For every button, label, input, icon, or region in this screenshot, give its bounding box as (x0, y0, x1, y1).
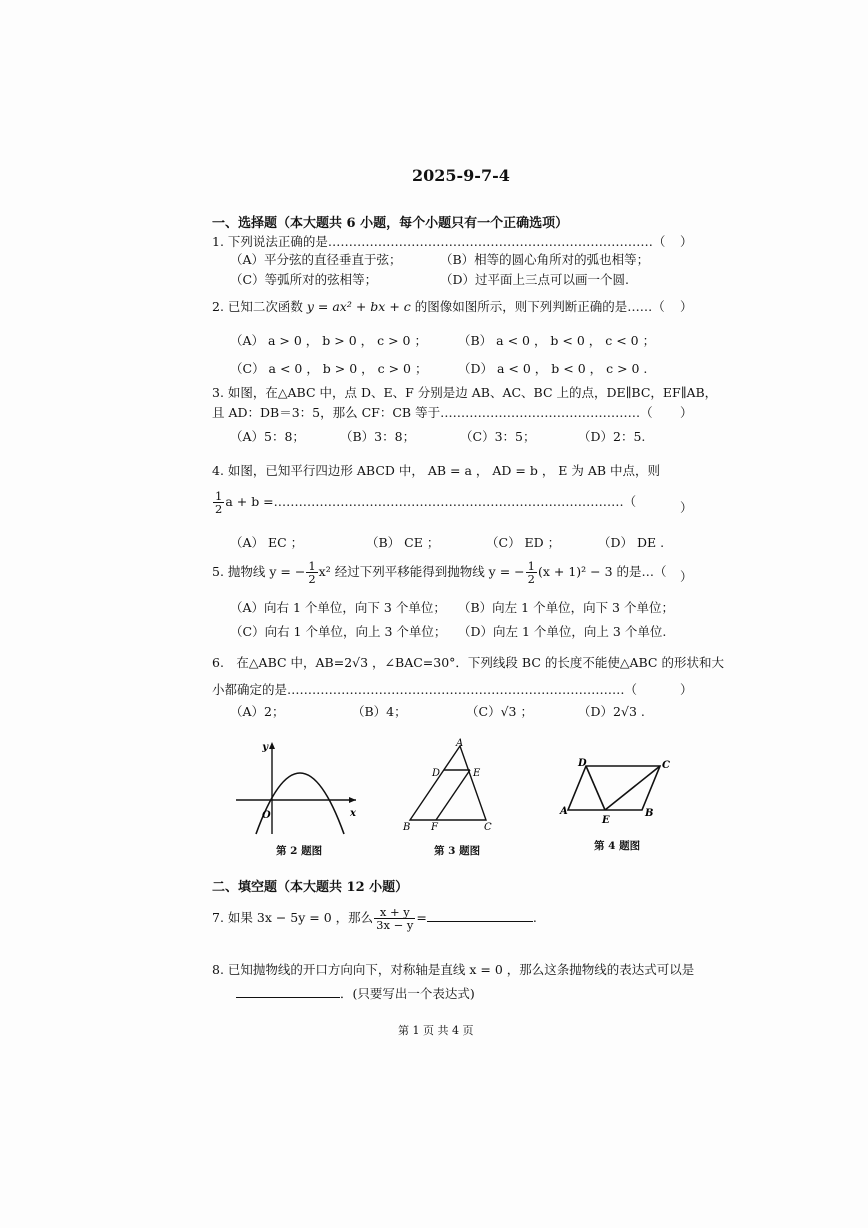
label-d: D (432, 768, 441, 779)
answer-blank-q7 (427, 921, 533, 922)
figure-3-caption: 第 3 题图 (434, 845, 481, 857)
q6-option-c: （C）√3 ； (466, 704, 533, 719)
label-a: A (456, 738, 464, 749)
question-2-paren: ） (680, 299, 693, 314)
q2-option-a: （A） a > 0 ， b > 0 ， c > 0 ； (230, 333, 427, 348)
question-3-paren: ） (680, 405, 693, 420)
section-2-heading: 二、填空题（本大题共 12 小题） (212, 880, 409, 895)
label-x: x (350, 808, 356, 819)
q6-option-d: （D）2√3 . (578, 704, 645, 719)
page-title: 2025-9-7-4 (412, 166, 510, 185)
q4-option-c: （C） ED ； (486, 535, 561, 550)
answer-blank-q8 (236, 997, 340, 998)
q2-option-d: （D） a < 0 ， b < 0 ， c > 0 . (458, 361, 648, 376)
question-5-stem: 5. 抛物线 y = − $\frac{1}{2}$ x² 经过下列平移能得到抛物线 y = − $\frac{1}{2}$ (x + 1)² − 3 的是…（ (212, 559, 667, 587)
figure-3-triangle (400, 738, 500, 834)
segment-ef (436, 770, 470, 820)
question-7: 7. 如果 3x − 5y = 0 ，那么 $\frac{x + y}{3x - y}$ = . (212, 905, 537, 933)
question-3-stem-line1: 3. 如图，在△ABC 中，点 D、E、F 分别是边 AB、AC、BC 上的点，DE∥BC，EF∥AB， (212, 385, 718, 400)
q3-option-b: （B）3：8； (340, 429, 416, 444)
page-footer: 第 1 页 共 4 页 (398, 1024, 474, 1037)
question-1-stem: 1. 下列说法正确的是……………………………………………………………………（ (212, 234, 666, 249)
segment-de (586, 766, 605, 810)
label-f: F (431, 822, 438, 833)
label-c: C (484, 822, 492, 833)
q1-option-d: （D）过平面上三点可以画一个圆. (440, 272, 629, 287)
label-e: E (473, 768, 481, 779)
q4-option-d: （D） DE . (598, 535, 665, 550)
question-1-paren: ） (680, 234, 693, 249)
question-2-stem: 2. 已知二次函数 y = ax² + bx + c 的图像如图所示，则下列判断正确的是……（ (212, 299, 665, 314)
triangle-abc (410, 746, 486, 820)
figure-2-caption: 第 2 题图 (276, 845, 323, 857)
question-4-stem-line2: $\frac{1}{2}$ a + b =…………………………………………………………………………（ (215, 489, 637, 517)
label-o: O (262, 810, 271, 821)
q5-option-a: （A）向右 1 个单位，向下 3 个单位； (230, 600, 446, 615)
figure-4-caption: 第 4 题图 (594, 840, 641, 852)
question-8-line2: ．(只要写出一个表达式) (236, 984, 475, 1002)
question-6-paren: ） (680, 682, 693, 697)
q3-option-c: （C）3：5； (460, 429, 536, 444)
question-6-stem-line1: 6. 在△ABC 中，AB=2√3 ，∠BAC=30°．下列线段 BC 的长度不能使△ABC 的形状和大 (212, 655, 724, 670)
q3-option-d: （D）2：5. (578, 429, 646, 444)
label-b: B (403, 822, 411, 833)
figure-4-parallelogram (556, 752, 676, 828)
q2-option-b: （B） a < 0 ， b < 0 ， c < 0 ； (458, 333, 656, 348)
question-6-stem-line2: 小都确定的是………………………………………………………………………（ (212, 682, 638, 697)
q4-option-a: （A） EC ； (230, 535, 304, 550)
question-3-stem-line2: 且 AD：DB＝3：5，那么 CF：CB 等于…………………………………………（ (212, 405, 653, 420)
label-d: D (578, 758, 587, 769)
q1-option-c: （C）等弧所对的弦相等； (230, 272, 378, 287)
x-axis-arrow (349, 797, 356, 803)
q1-option-b: （B）相等的圆心角所对的弧也相等； (440, 252, 650, 267)
question-8-line1: 8. 已知抛物线的开口方向向下，对称轴是直线 x = 0 ，那么这条抛物线的表达式可以是 (212, 962, 695, 977)
question-4-paren: ） (680, 500, 693, 515)
q5-option-b: （B）向左 1 个单位，向下 3 个单位； (458, 600, 674, 615)
question-4-stem-line1: 4. 如图，已知平行四边形 ABCD 中， AB = a ， AD = b ， E 为 AB 中点，则 (212, 463, 661, 478)
label-a: A (560, 806, 568, 817)
q5-option-c: （C）向右 1 个单位，向上 3 个单位； (230, 624, 447, 639)
label-c: C (662, 760, 670, 771)
section-1-heading: 一、选择题（本大题共 6 小题，每个小题只有一个正确选项） (212, 216, 569, 231)
label-y: y (262, 742, 268, 753)
q5-option-d: （D）向左 1 个单位，向上 3 个单位. (458, 624, 667, 639)
y-axis-arrow (269, 742, 275, 749)
q6-option-a: （A）2； (230, 704, 285, 719)
figure-2-parabola (232, 738, 362, 838)
label-b: B (645, 808, 654, 819)
q4-option-b: （B） CE ； (366, 535, 440, 550)
parabola-curve (256, 773, 344, 834)
q6-option-b: （B）4； (352, 704, 407, 719)
question-5-paren: ） (680, 569, 693, 584)
q3-option-a: （A）5：8； (230, 429, 305, 444)
label-e: E (602, 815, 610, 826)
q1-option-a: （A）平分弦的直径垂直于弦； (230, 252, 402, 267)
q2-option-c: （C） a < 0 ， b > 0 ， c > 0 ； (230, 361, 428, 376)
